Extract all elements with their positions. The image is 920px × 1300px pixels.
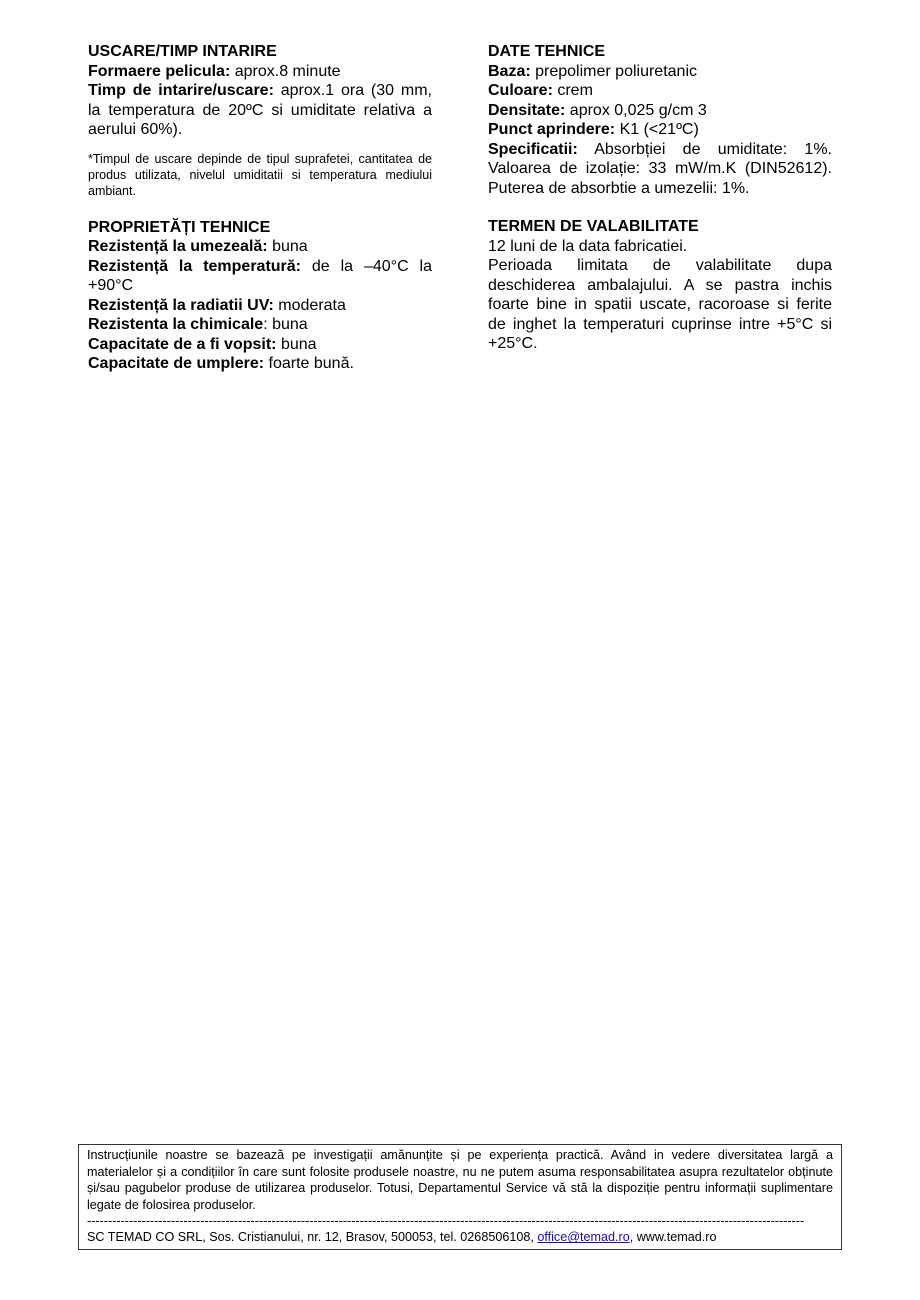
proprietati-label: Rezistență la temperatură: bbox=[88, 257, 301, 275]
date-item bbox=[488, 120, 832, 140]
proprietati-label: Capacitate de a fi vopsit: bbox=[88, 335, 277, 353]
proprietati-label: Rezistență la umezeală: bbox=[88, 238, 268, 255]
right-column bbox=[488, 42, 832, 354]
proprietati-label: Rezistenta la chimicale bbox=[88, 316, 264, 333]
date-item bbox=[488, 140, 832, 199]
proprietati-label: Rezistență la radiatii UV: bbox=[88, 296, 274, 314]
date-value: K1 (<21ºC) bbox=[615, 121, 699, 138]
left-column bbox=[88, 42, 432, 374]
footer-website: , www.temad.ro bbox=[629, 1230, 717, 1245]
date-value: prepolimer poliuretanic bbox=[530, 62, 697, 80]
proprietati-value: de la –40°C la +90°C bbox=[88, 257, 432, 294]
date-label: Culoare: bbox=[488, 82, 553, 99]
date-value: Absorbției de umiditate: 1%. Valoarea de izolație: 33 mW/m.K (DIN52612). Puterea de absorbtie a umezelii: 1%. bbox=[488, 140, 832, 197]
proprietati-item bbox=[88, 296, 432, 316]
formare-label: Formaere pelicula: bbox=[88, 62, 231, 80]
footer-disclaimer: Instrucțiunile noastre se bazează pe investigații amănunțite și pe experiența practică. Având in vedere diversitatea largă a materialelor și a condițiilor în care sunt folosite produsele noastre, nu ne putem asuma responsabilitatea asupra rezultatelor obținute și/sau pagubelor produse de utilizarea produselor. Totusi, Departamentul Service vă stă la dispoziție pentru informații suplimentare legate de folosirea produselor. bbox=[87, 1148, 833, 1212]
termen-heading: TERMEN DE VALABILITATE bbox=[488, 218, 699, 235]
footer-separator: --------------------------------------------------------------------------------------------------------------------------------------------------------------------------- bbox=[87, 1214, 805, 1229]
proprietati-value: : buna bbox=[263, 316, 308, 333]
proprietati-heading: PROPRIETĂȚI TEHNICE bbox=[88, 218, 271, 236]
termen-line: 12 luni de la data fabricatiei. bbox=[488, 237, 688, 255]
proprietati-item bbox=[88, 237, 432, 257]
footer-email-link[interactable]: office@temad.ro bbox=[537, 1230, 630, 1245]
footer-box bbox=[78, 1144, 842, 1250]
date-tehnice-heading: DATE TEHNICE bbox=[488, 43, 606, 60]
proprietati-value: buna bbox=[276, 335, 317, 353]
timp-intarire-line bbox=[88, 81, 432, 140]
uscare-heading: USCARE/TIMP INTARIRE bbox=[88, 43, 277, 60]
footer-company-line bbox=[87, 1229, 833, 1246]
uscare-note: *Timpul de uscare depinde de tipul suprafetei, cantitatea de produs utilizata, nivelul umiditatii si temperatura mediului ambiant. bbox=[88, 151, 432, 198]
proprietati-value: buna bbox=[267, 238, 308, 255]
proprietati-label: Capacitate de umplere: bbox=[88, 355, 265, 372]
formare-value: aprox.8 minute bbox=[230, 62, 341, 80]
proprietati-item bbox=[88, 354, 432, 374]
proprietati-item bbox=[88, 315, 432, 335]
date-label: Densitate: bbox=[488, 101, 566, 119]
date-item bbox=[488, 101, 832, 121]
date-label: Punct aprindere: bbox=[488, 121, 616, 138]
formare-pelicula-line bbox=[88, 62, 432, 82]
date-label: Baza: bbox=[488, 62, 531, 80]
footer-company: SC TEMAD CO SRL, Sos. Cristianului, nr. 12, Brasov, 500053, tel. 0268506108, bbox=[87, 1230, 538, 1245]
date-item bbox=[488, 81, 832, 101]
proprietati-item bbox=[88, 335, 432, 355]
proprietati-item bbox=[88, 257, 432, 296]
date-value: aprox 0,025 g/cm 3 bbox=[565, 101, 707, 119]
timp-label: Timp de intarire/uscare: bbox=[88, 82, 274, 99]
timp-value: aprox.1 ora (30 mm, la temperatura de 20ºC si umiditate relativa a aerului 60%). bbox=[88, 82, 432, 138]
proprietati-value: foarte bună. bbox=[264, 355, 354, 372]
date-label: Specificatii: bbox=[488, 140, 578, 158]
proprietati-value: moderata bbox=[273, 296, 346, 314]
date-value: crem bbox=[552, 82, 593, 99]
termen-paragraph: Perioada limitata de valabilitate dupa deschiderea ambalajului. A se pastra inchis foarte bine in spatii uscate, racoroase si ferite de inghet la temperaturi cuprinse intre +5°C si +25°C. bbox=[488, 257, 832, 352]
date-item bbox=[488, 62, 832, 82]
